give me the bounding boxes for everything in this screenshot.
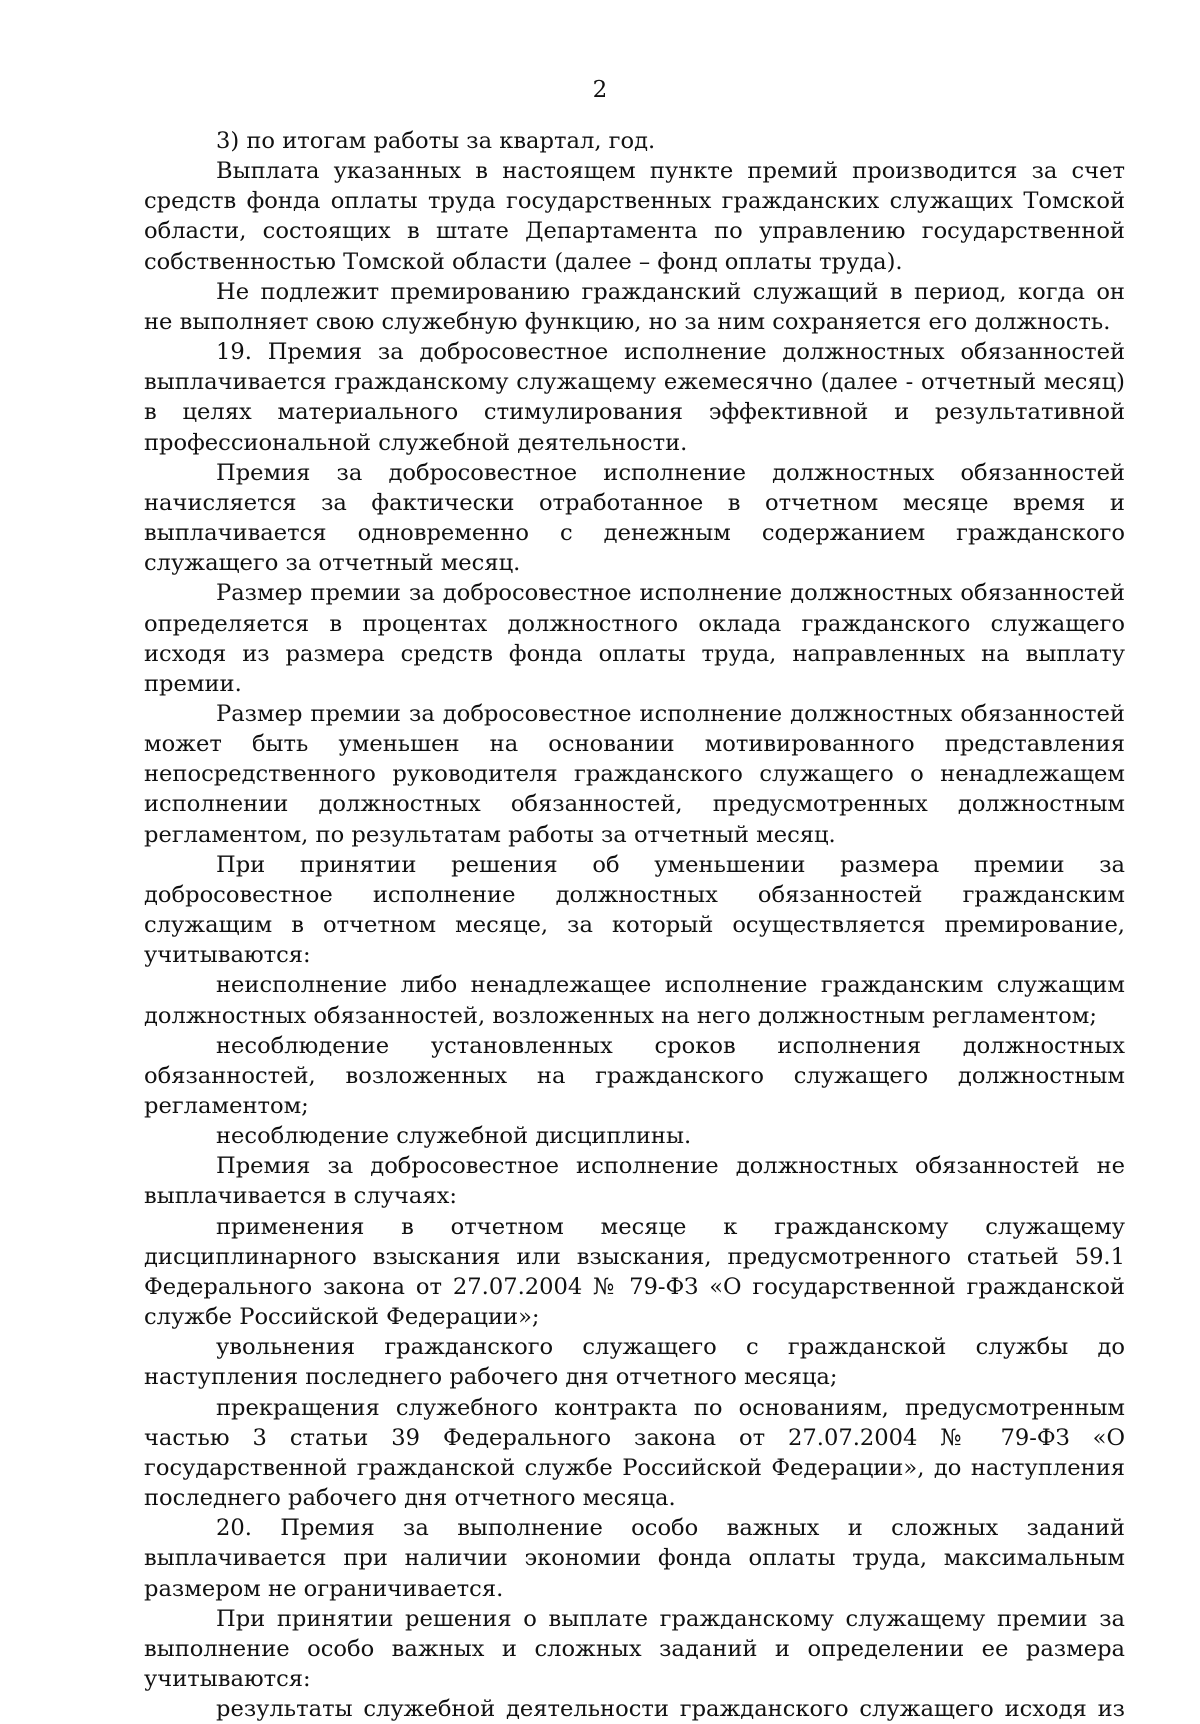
document-body [144, 126, 1125, 1724]
paragraph: Премия за добросовестное исполнение должностных обязанностей начисляется за фактически отработанное в отчетном месяце время и выплачивается одновременно с денежным содержанием гражданского служащего за отчетный месяц. [144, 459, 1125, 577]
paragraph: 20. Премия за выполнение особо важных и сложных заданий выплачивается при наличии экономии фонда оплаты труда, максимальным размером не ограничивается. [144, 1515, 1125, 1602]
paragraph: прекращения служебного контракта по основаниям, предусмотренным частью 3 статьи 39 Федерального закона от 27.07.2004 № 79-ФЗ «О государственной гражданской службе Российской Федерации», до наступления последнего рабочего дня отчетного месяца. [144, 1394, 1125, 1512]
paragraph: Премия за добросовестное исполнение должностных обязанностей не выплачивается в случаях: [144, 1153, 1125, 1210]
paragraph: 3) по итогам работы за квартал, год. [216, 128, 656, 154]
paragraph: При принятии решения об уменьшении размера премии за добросовестное исполнение должностных обязанностей гражданским служащим в отчетном месяце, за который осуществляется премирование, учитываются: [144, 851, 1125, 969]
paragraph: При принятии решения о выплате гражданскому служащему премии за выполнение особо важных и сложных заданий и определении ее размера учитываются: [144, 1605, 1125, 1692]
paragraph: Не подлежит премированию гражданский служащий в период, когда он не выполняет свою служебную функцию, но за ним сохраняется его должность. [144, 278, 1125, 335]
paragraph: Выплата указанных в настоящем пункте премий производится за счет средств фонда оплаты труда государственных гражданских служащих Томской области, состоящих в штате Департамента по управлению государственной собственностью Томской области (далее – фонд оплаты труда). [144, 158, 1125, 275]
paragraph: Размер премии за добросовестное исполнение должностных обязанностей определяется в процентах должностного оклада гражданского служащего исходя из размера средств фонда оплаты труда, направленных на выплату премии. [144, 580, 1125, 697]
page-number: 2 [592, 77, 608, 103]
paragraph: 19. Премия за добросовестное исполнение должностных обязанностей выплачивается гражданскому служащему ежемесячно (далее - отчетный месяц) в целях материального стимулирования эффективной и результативной профессиональной служебной деятельности. [144, 339, 1125, 456]
paragraph: неисполнение либо ненадлежащее исполнение гражданским служащим должностных обязанностей, возложенных на него должностным регламентом; [144, 972, 1125, 1029]
paragraph: результаты служебной деятельности гражданского служащего исходя из [216, 1696, 1125, 1723]
paragraph: применения в отчетном месяце к гражданскому служащему дисциплинарного взыскания или взыскания, предусмотренного статьей 59.1 Федерального закона от 27.07.2004 № 79-ФЗ «О государственной гражданской службе Российской Федерации»; [144, 1213, 1125, 1331]
paragraph: увольнения гражданского служащего с гражданской службы до наступления последнего рабочего дня отчетного месяца; [144, 1334, 1125, 1391]
paragraph: несоблюдение установленных сроков исполнения должностных обязанностей, возложенных на гражданского служащего должностным регламентом; [144, 1032, 1125, 1119]
paragraph: несоблюдение служебной дисциплины. [216, 1123, 692, 1150]
paragraph: Размер премии за добросовестное исполнение должностных обязанностей может быть уменьшен на основании мотивированного представления непосредственного руководителя гражданского служащего о ненадлежащем исполнении должностных обязанностей, предусмотренных должностным регламентом, по результатам работы за отчетный месяц. [144, 700, 1125, 848]
